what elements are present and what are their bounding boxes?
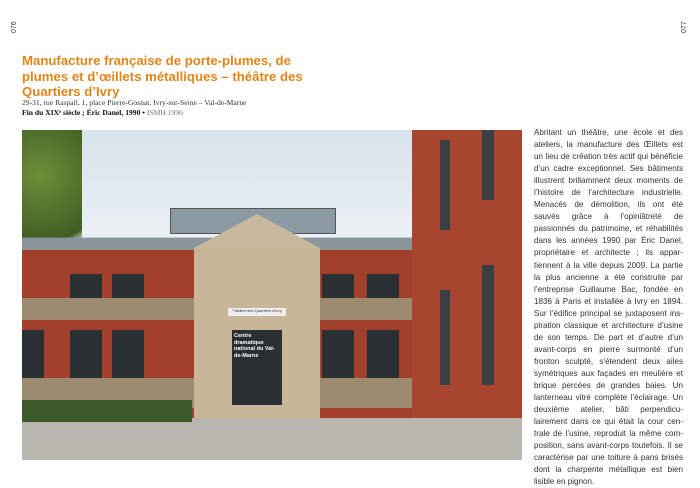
date-architect xyxy=(22,108,183,117)
page-title: Manufacture française de porte-plumes, de plumes et d’œillets métalliques – théâtre des Quartiers d’Ivry xyxy=(22,53,303,99)
ismh-label: ISMH 1996 xyxy=(146,108,183,117)
body-text: Abritant un théâtre, une école et des ateliers, la manufacture des Œillets est un lieu de création très actif qui bénéficie d’un cadre exceptionnel. Ses bâtiments illustrent brillamment deux moments de l’histoire de l’architecture industrielle. Menacés de démolition, ils ont été sauvés grâce à l’opiniâtreté de passionnés du patrimoine, et réhabilités dans les années 1990 par Éric Danel, propriétaire et architecte ; ils appartiennent à la ville depuis 2009. La partie la plus ancienne a été construite par l’entreprise Guillaume Bac, fondée en 1836 à Paris et installée à Ivry en 1894. Sur l’édifice principal se juxtaposent inspiration classique et architecture d’usine de son temps. De part et d’autre d’un avant-corps en pierre surmonté d’un fronton sculpté, s’étendent deux ailes symétriques aux façades en meulière et brique percées de grandes baies. Un lanterneau vitré complète l’éclairage. Un deuxième atelier, bâti perpendiculairement dans ce qui était la cour centrale de l’usine, reproduit la même composition, sans avant-corps toutefois. Il se caractérise par une toiture à pans brisés dont la charpente métallique est bien lisible en pignon. xyxy=(534,128,683,487)
theatre-sign-top: Théâtre des Quartiers d'Ivry xyxy=(228,308,286,316)
page-number-right: 077 xyxy=(681,21,688,33)
date-architect-text: Fin du XIXᵉ siècle ; Éric Danel, 1990 • xyxy=(22,108,145,117)
building-photo xyxy=(22,130,522,460)
theatre-sign: Centre dramatique national du Val-de-Marne xyxy=(234,333,275,359)
page-number-left: 076 xyxy=(11,21,18,33)
address: 29-31, rue Raspail, 1, place Pierre-Gosnat, Ivry-sur-Seine – Val-de-Marne xyxy=(22,98,247,107)
